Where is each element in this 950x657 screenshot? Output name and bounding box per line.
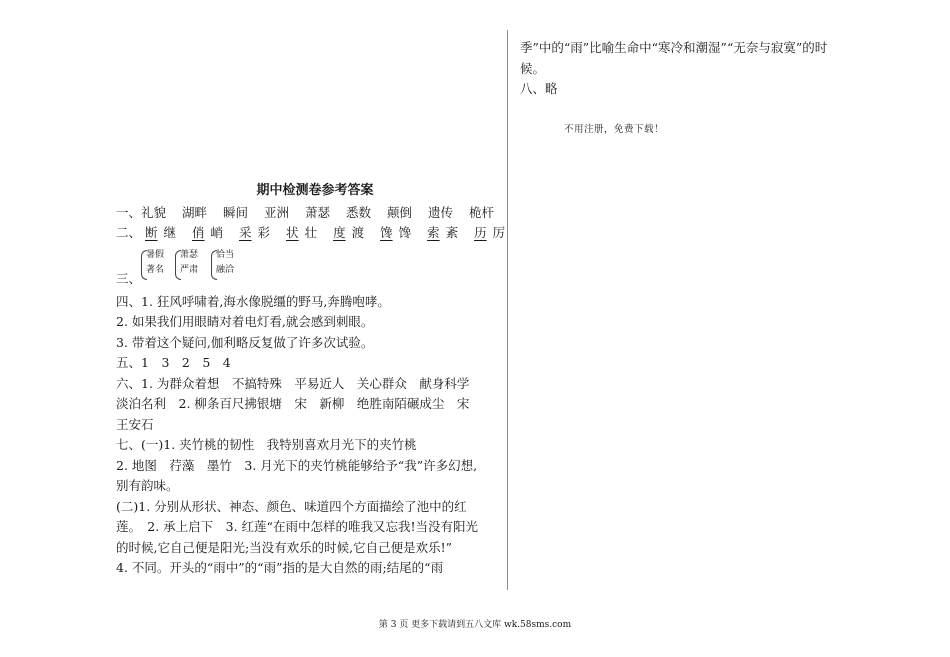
page-footer: 第 3 页 更多下载请到五八文库 wk.58sms.com xyxy=(378,620,572,630)
answer-key-left-column xyxy=(116,181,506,579)
s1-word: 悉数 xyxy=(346,204,372,220)
s3-word: 严肃 xyxy=(180,264,199,275)
s2-char-underlined: 俏 xyxy=(192,225,205,240)
section-3-block xyxy=(116,244,484,292)
s2-char-underlined: 索 xyxy=(427,225,440,240)
s3-label: 三、 xyxy=(116,270,142,286)
s2-char: 馋 xyxy=(398,225,412,240)
s3-word-group xyxy=(146,248,164,278)
s3-word: 萧瑟 xyxy=(180,249,199,260)
answer-line: 王安石 xyxy=(116,416,154,432)
s2-char: 继 xyxy=(163,225,177,240)
answer-line: 4. 不同。开头的“雨中”的“雨”指的是大自然的雨;结尾的“雨 xyxy=(116,560,444,575)
s2-char: 渡 xyxy=(351,225,365,240)
s1-word: 颠倒 xyxy=(387,204,413,220)
s1-word: 一、礼貌 xyxy=(116,204,167,220)
answer-line: 2. 地图 荇藻 墨竹 3. 月光下的夹竹桃能够给予“我”许多幻想, xyxy=(116,457,478,473)
s3-word-group xyxy=(216,248,234,278)
s2-char-underlined: 历 xyxy=(474,225,487,240)
page-title: 期中检测卷参考答案 xyxy=(256,183,374,198)
column-divider xyxy=(507,30,508,590)
s2-char-underlined: 断 xyxy=(145,225,158,240)
answer-line: 四、1. 狂风呼啸着,海水像脱缰的野马,奔腾咆哮。 xyxy=(116,293,390,309)
s2-prefix: 二、 xyxy=(116,225,142,240)
brace-mark xyxy=(175,250,181,280)
s1-word: 瞬间 xyxy=(223,204,249,220)
answer-line: 2. 如果我们用眼睛对着电灯看,就会感到刺眼。 xyxy=(116,314,374,329)
s1-word: 遗传 xyxy=(428,204,454,220)
s3-word: 恰当 xyxy=(216,249,235,260)
s2-char-underlined: 度 xyxy=(333,225,346,240)
free-download-note: 不用注册，免费下载！ xyxy=(564,124,665,135)
brace-mark xyxy=(211,250,217,280)
s2-char-underlined: 状 xyxy=(286,225,299,240)
s3-word-group xyxy=(180,248,198,278)
answer-line: 六、1. 为群众着想 不搞特殊 平易近人 关心群众 献身科学 xyxy=(116,375,470,391)
answer-line: 季”中的“雨”比喻生命中“寒冷和潮湿”“无奈与寂寞”的时 xyxy=(520,40,828,55)
s3-word: 融洽 xyxy=(216,264,235,275)
s2-char: 厉 xyxy=(492,225,506,240)
s2-char: 峭 xyxy=(210,225,224,240)
s2-char-underlined: 采 xyxy=(239,225,252,240)
answer-line: 七、(一)1. 夹竹桃的韧性 我特别喜欢月光下的夹竹桃 xyxy=(116,437,417,452)
answer-line: 候。 xyxy=(520,60,546,76)
s2-char: 紊 xyxy=(445,225,459,240)
answer-line: 的时候,它自己便是阳光;当没有欢乐的时候,它自己便是欢乐!” xyxy=(116,539,453,555)
s1-word: 亚洲 xyxy=(264,204,290,220)
answer-line: 别有韵味。 xyxy=(116,478,179,493)
answer-key-right-column xyxy=(520,37,900,99)
answer-line: 淡泊名利 2. 柳条百尺拂银塘 宋 新柳 绝胜南陌碾成尘 宋 xyxy=(116,396,470,411)
answer-line: 3. 带着这个疑问,伽利略反复做了许多次试验。 xyxy=(116,334,374,350)
s3-word: 暑假 xyxy=(146,249,165,260)
answer-line: 八、略 xyxy=(520,81,558,96)
s2-char: 彩 xyxy=(257,225,271,240)
s1-word: 桅杆 xyxy=(469,204,495,220)
answer-line: (二)1. 分别从形状、神态、颜色、味道四个方面描绘了池中的红 xyxy=(116,498,467,514)
s1-word: 萧瑟 xyxy=(305,204,331,220)
section-1-line xyxy=(116,203,495,224)
answer-line: 五、1 3 2 5 4 xyxy=(116,355,231,370)
answer-line: 莲。 2. 承上启下 3. 红莲“在雨中怎样的唯我又忘我!当没有阳光 xyxy=(116,519,478,534)
s3-word: 著名 xyxy=(146,264,165,275)
s1-word: 湖畔 xyxy=(182,204,208,220)
s2-char: 壮 xyxy=(304,225,318,240)
brace-mark xyxy=(141,250,147,280)
s2-char-underlined: 馋 xyxy=(380,225,393,240)
section-2-line xyxy=(116,223,506,244)
